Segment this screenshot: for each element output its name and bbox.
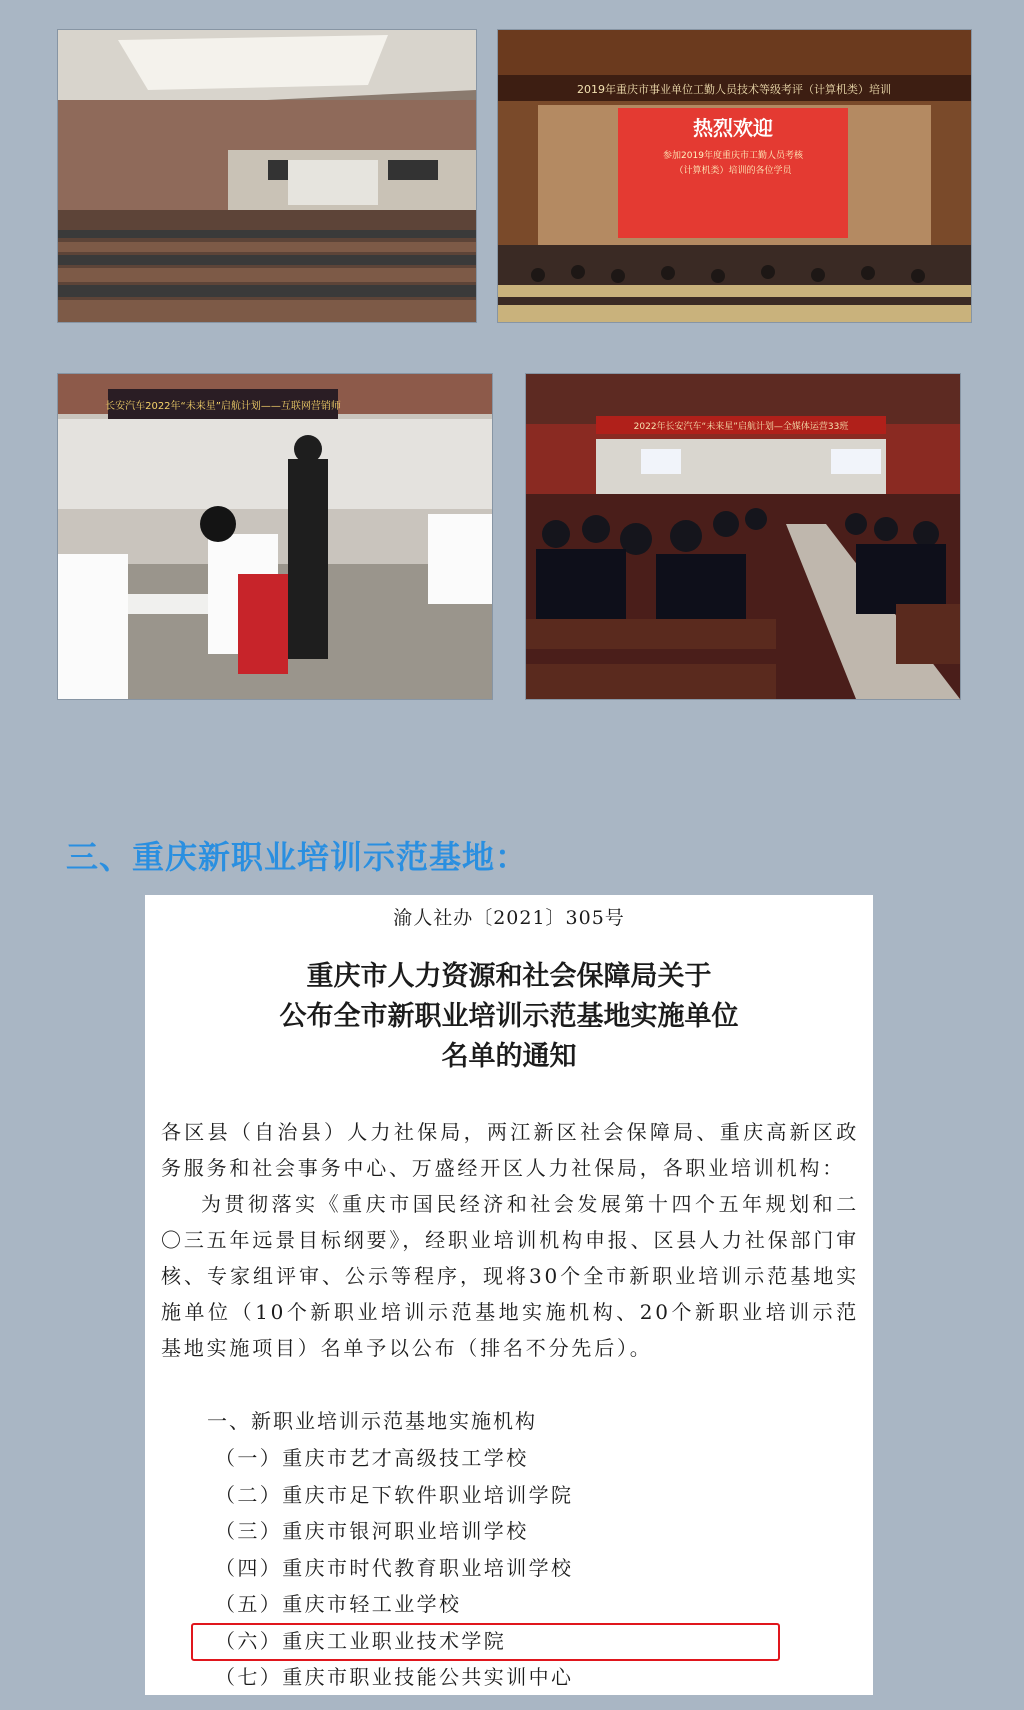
list-heading: 一、新职业培训示范基地实施机构 xyxy=(207,1409,537,1433)
banner-text: 2019年重庆市事业单位工勤人员技术等级考评（计算机类）培训 xyxy=(577,83,891,96)
notice-document xyxy=(145,895,873,1695)
list-item: （三）重庆市银河职业培训学校 xyxy=(215,1519,529,1543)
red-highlight-box xyxy=(191,1623,780,1661)
screen-line-1: 参加2019年度重庆市工勤人员考核 xyxy=(663,151,803,161)
title-line: 重庆市人力资源和社会保障局关于 xyxy=(306,961,712,992)
document-body xyxy=(161,1114,859,1366)
list-item: （五）重庆市轻工业学校 xyxy=(215,1592,462,1616)
body-paragraph: 为贯彻落实《重庆市国民经济和社会发展第十四个五年规划和二〇三五年远景目标纲要》，经职业培训机构申报、区县人力社保部门审核、专家组评审、公示等程序，现将30个全市新职业培训示范基地实施单位（10个新职业培训示范基地实施机构、20个新职业培训示范基地实施项目）名单予以公布（排名不分先后）。 xyxy=(161,1192,859,1360)
list-item: （四）重庆市时代教育职业培训学校 xyxy=(215,1555,574,1580)
title-line: 公布全市新职业培训示范基地实施单位 xyxy=(279,1001,739,1032)
list-item: （二）重庆市足下软件职业培训学院 xyxy=(215,1482,574,1507)
document-title xyxy=(145,957,873,1077)
list-item: （一）重庆市艺才高级技工学校 xyxy=(215,1446,529,1470)
list-item-highlighted: （六）重庆工业职业技术学院 xyxy=(215,1628,507,1653)
screen-title: 热烈欢迎 xyxy=(693,116,773,140)
photo-group-workshop xyxy=(57,373,493,700)
banner-text: 2022年长安汽车“未来星”启航计划—全媒体运营33班 xyxy=(633,422,849,432)
list-item: （七）重庆市职业技能公共实训中心 xyxy=(215,1665,574,1689)
section-heading: 三、重庆新职业培训示范基地： xyxy=(66,838,529,876)
addressee: 各区县（自治县）人力社保局，两江新区社会保障局、重庆高新区政务服务和社会事务中心、万盛经开区人力社保局，各职业培训机构： xyxy=(161,1120,859,1180)
title-line: 名单的通知 xyxy=(441,1041,577,1072)
screen-line-2: （计算机类）培训的各位学员 xyxy=(674,166,792,176)
photo-training-ceremony-hall xyxy=(497,29,972,323)
banner-text: 长安汽车2022年“未来星”启航计划——互联网营销师 xyxy=(105,401,341,412)
photo-lecture-hall-students xyxy=(525,373,961,700)
document-number: 渝人社办〔2021〕305号 xyxy=(393,907,625,929)
photo-empty-meeting-hall xyxy=(57,29,477,323)
